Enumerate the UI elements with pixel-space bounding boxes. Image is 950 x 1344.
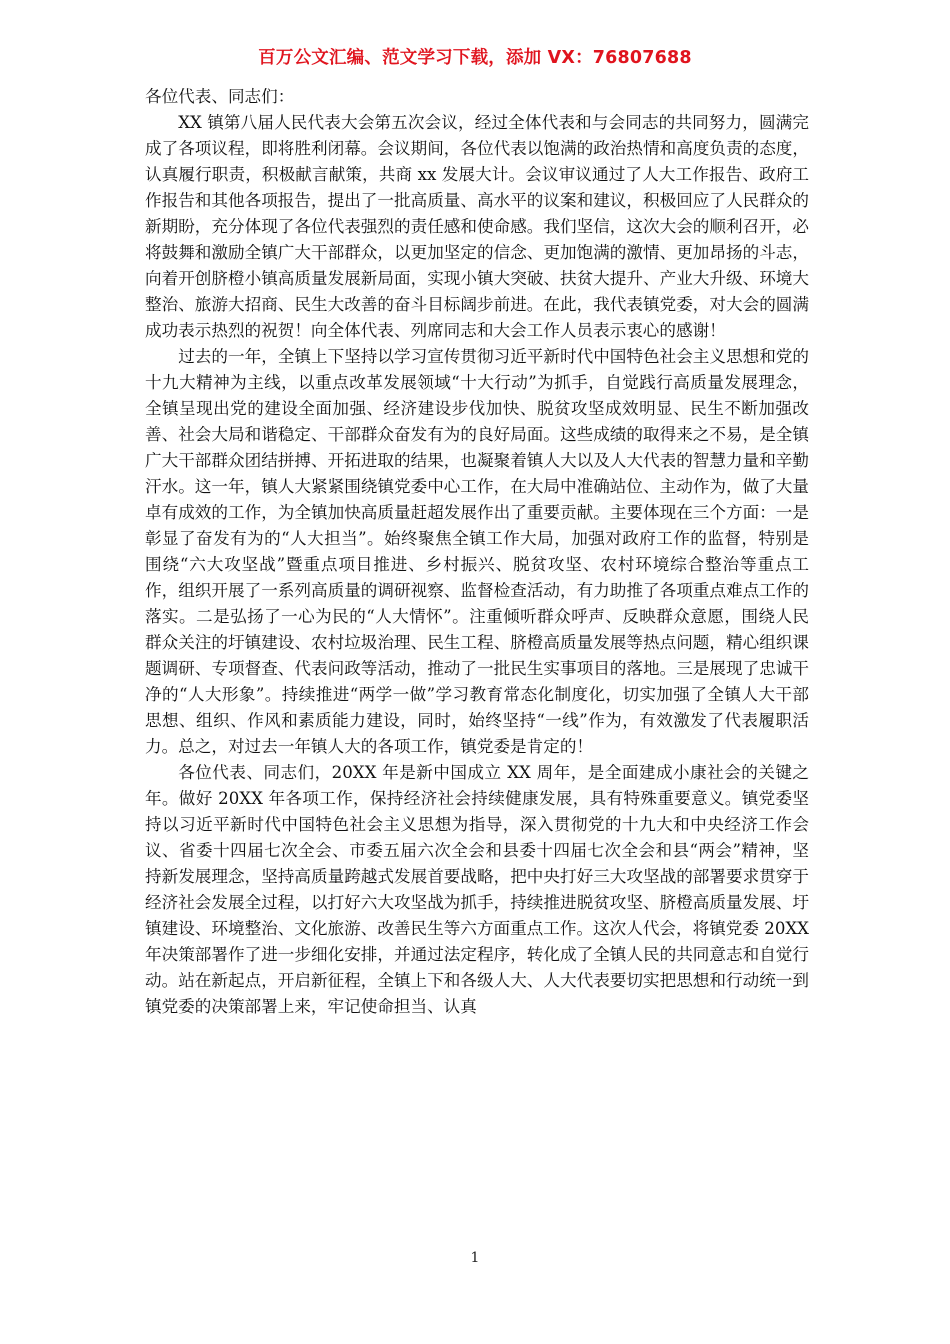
download-banner: 百万公文汇编、范文学习下载，添加 VX：76807688 [258, 48, 692, 68]
document-body [145, 84, 809, 1020]
salutation: 各位代表、同志们： [145, 87, 295, 106]
page-number: 1 [470, 1250, 480, 1266]
paragraph-2: 过去的一年，全镇上下坚持以学习宣传贯彻习近平新时代中国特色社会主义思想和党的十九大精神为主线，以重点改革发展领域“十大行动”为抓手，自觉践行高质量发展理念，全镇呈现出党的建设全面加强、经济建设步伐加快、脱贫攻坚成效明显、民生不断加强改善、社会大局和谐稳定、干部群众奋发有为的良好局面。这些成绩的取得来之不易，是全镇广大干部群众团结拼搏、开拓进取的结果，也凝聚着镇人大以及人大代表的智慧力量和辛勤汗水。这一年，镇人大紧紧围绕镇党委中心工作，在大局中准确站位、主动作为，做了大量卓有成效的工作，为全镇加快高质量赶超发展作出了重要贡献。主要体现在三个方面：一是彰显了奋发有为的“人大担当”。始终聚焦全镇工作大局，加强对政府工作的监督，特别是围绕“六大攻坚战”暨重点项目推进、乡村振兴、脱贫攻坚、农村环境综合整治等重点工作，组织开展了一系列高质量的调研视察、监督检查活动，有力助推了各项重点难点工作的落实。二是弘扬了一心为民的“人大情怀”。注重倾听群众呼声、反映群众意愿，围绕人民群众关注的圩镇建设、农村垃圾治理、民生工程、脐橙高质量发展等热点问题，精心组织课题调研、专项督查、代表问政等活动，推动了一批民生实事项目的落地。三是展现了忠诚干净的“人大形象”。持续推进“两学一做”学习教育常态化制度化，切实加强了全镇人大干部思想、组织、作风和素质能力建设，同时，始终坚持“一线”作为，有效激发了代表履职活力。总之，对过去一年镇人大的各项工作，镇党委是肯定的！ [145, 347, 809, 756]
paragraph-3: 各位代表、同志们，20XX 年是新中国成立 XX 周年，是全面建成小康社会的关键之年。做好 20XX 年各项工作，保持经济社会持续健康发展，具有特殊重要意义。镇党委坚持以习近平新时代中国特色社会主义思想为指导，深入贯彻党的十九大和中央经济工作会议、省委十四届七次全会、市委五届六次全会和县委十四届七次全会和县“两会”精神，坚持新发展理念，坚持高质量跨越式发展首要战略，把中央打好三大攻坚战的部署要求贯穿于经济社会发展全过程，以打好六大攻坚战为抓手，持续推进脱贫攻坚、脐橙高质量发展、圩镇建设、环境整治、文化旅游、改善民生等六方面重点工作。这次人代会，将镇党委 20XX 年决策部署作了进一步细化安排，并通过法定程序，转化成了全镇人民的共同意志和自觉行动。站在新起点，开启新征程，全镇上下和各级人大、人大代表要切实把思想和行动统一到镇党委的决策部署上来，牢记使命担当、认真 [145, 763, 809, 1016]
paragraph-1: XX 镇第八届人民代表大会第五次会议，经过全体代表和与会同志的共同努力，圆满完成了各项议程，即将胜利闭幕。会议期间，各位代表以饱满的政治热情和高度负责的态度，认真履行职责，积极献言献策，共商 xx 发展大计。会议审议通过了人大工作报告、政府工作报告和其他各项报告，提出了一批高质量、高水平的议案和建议，积极回应了人民群众的新期盼，充分体现了各位代表强烈的责任感和使命感。我们坚信，这次大会的顺利召开，必将鼓舞和激励全镇广大干部群众，以更加坚定的信念、更加饱满的激情、更加昂扬的斗志，向着开创脐橙小镇高质量发展新局面，实现小镇大突破、扶贫大提升、产业大升级、环境大整治、旅游大招商、民生大改善的奋斗目标阔步前进。在此，我代表镇党委，对大会的圆满成功表示热烈的祝贺！向全体代表、列席同志和大会工作人员表示衷心的感谢！ [145, 113, 809, 340]
